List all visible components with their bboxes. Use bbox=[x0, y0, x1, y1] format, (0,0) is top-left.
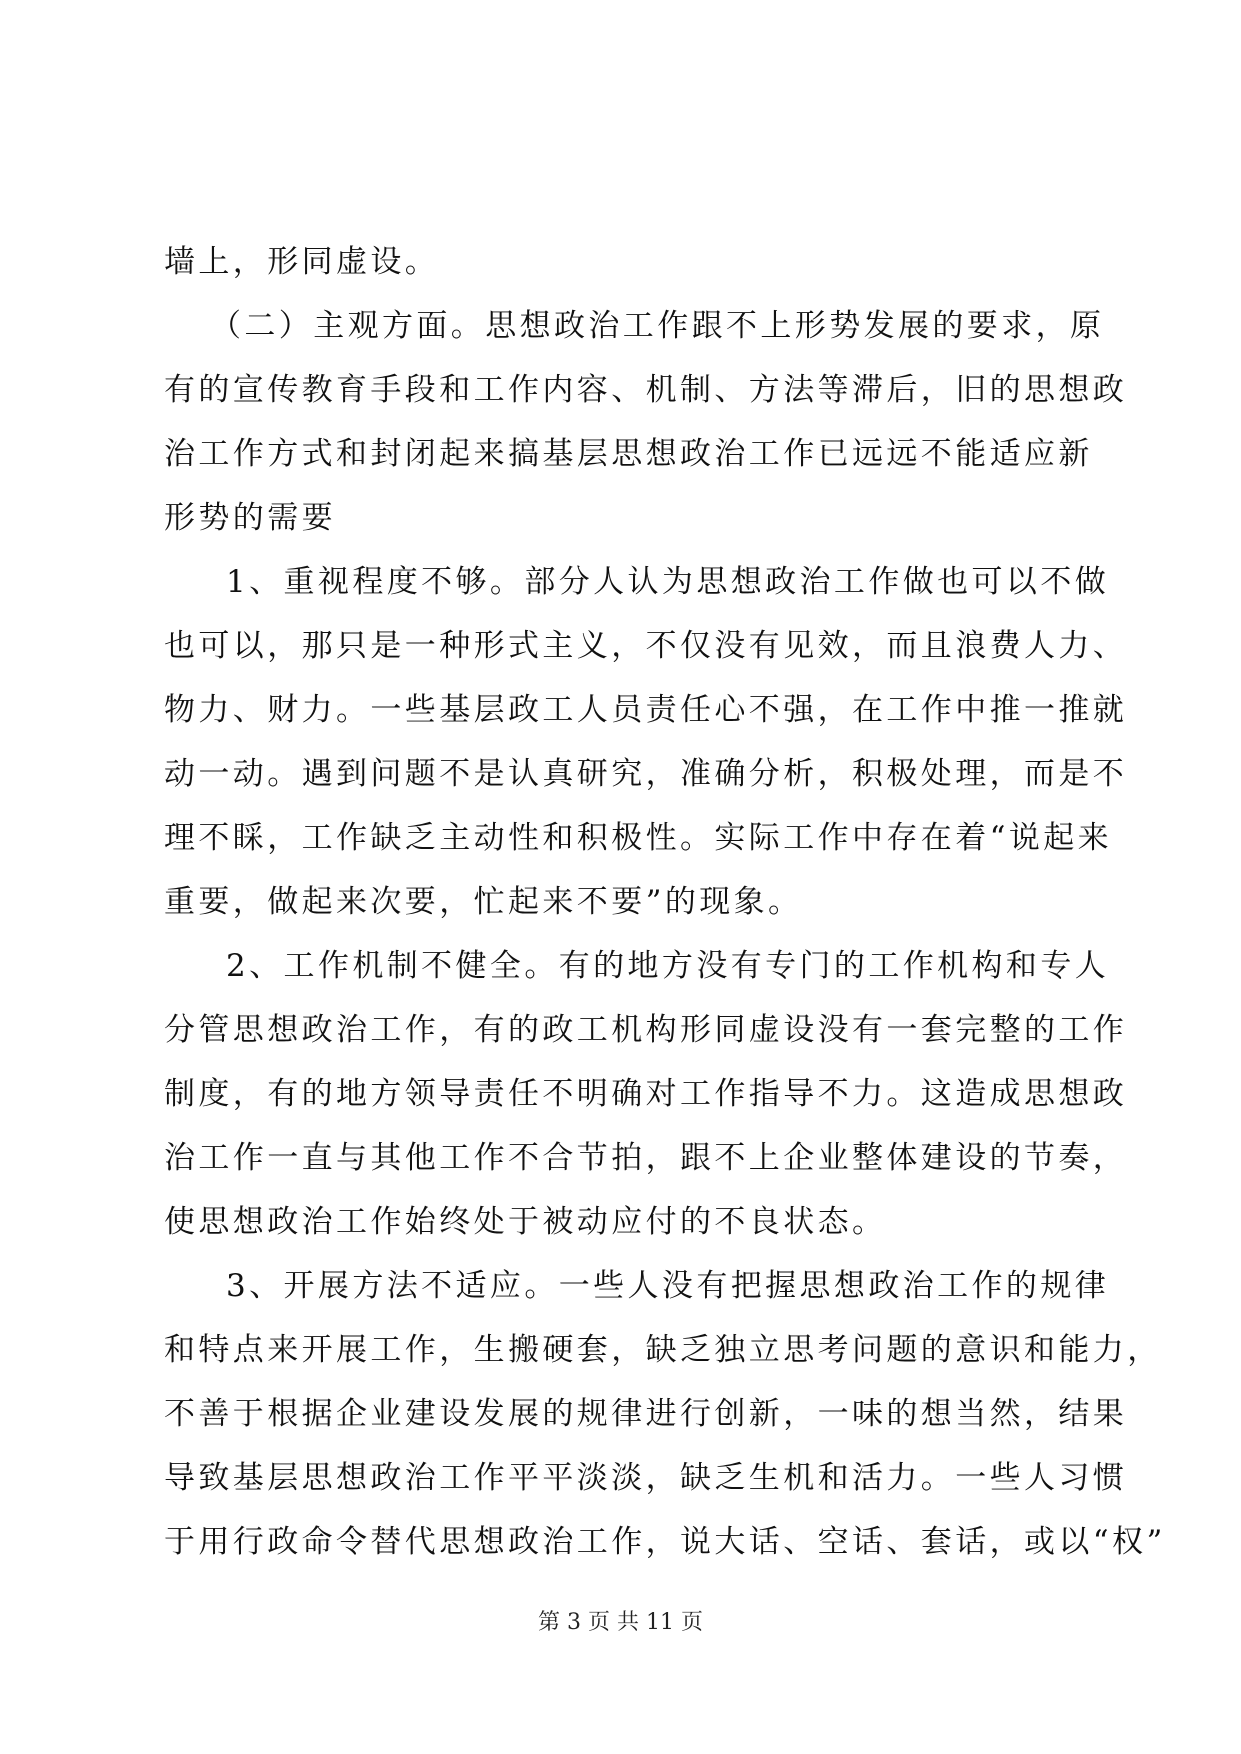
text-line: 3、开展方法不适应。一些人没有把握思想政治工作的规律 bbox=[226, 1268, 1110, 1304]
text-line: 形势的需要 bbox=[164, 500, 336, 536]
body-text bbox=[164, 230, 1166, 1574]
text-line: 重要，做起来次要，忙起来不要”的现象。 bbox=[164, 884, 803, 920]
text-line: 不善于根据企业建设发展的规律进行创新，一味的想当然，结果 bbox=[164, 1396, 1128, 1432]
text-line: 和特点来开展工作，生搬硬套，缺乏独立思考问题的意识和能力， bbox=[164, 1332, 1162, 1368]
text-line: 墙上，形同虚设。 bbox=[164, 244, 440, 280]
text-line: 制度，有的地方领导责任不明确对工作指导不力。这造成思想政 bbox=[164, 1076, 1128, 1112]
text-line: 动一动。遇到问题不是认真研究，准确分析，积极处理，而是不 bbox=[164, 756, 1128, 792]
text-line: 于用行政命令替代思想政治工作，说大话、空话、套话，或以“权” bbox=[164, 1524, 1166, 1560]
text-line: 2、工作机制不健全。有的地方没有专门的工作机构和专人 bbox=[226, 948, 1110, 984]
text-line: 导致基层思想政治工作平平淡淡，缺乏生机和活力。一些人习惯 bbox=[164, 1460, 1128, 1496]
text-line: （二）主观方面。思想政治工作跟不上形势发展的要求，原 bbox=[210, 308, 1105, 344]
page-number-footer: 第 3 页 共 11 页 bbox=[538, 1610, 703, 1635]
text-line: 分管思想政治工作，有的政工机构形同虚设没有一套完整的工作 bbox=[164, 1012, 1128, 1048]
text-line: 1、重视程度不够。部分人认为思想政治工作做也可以不做 bbox=[226, 564, 1110, 600]
text-line: 有的宣传教育手段和工作内容、机制、方法等滞后，旧的思想政 bbox=[164, 372, 1128, 408]
text-line: 治工作方式和封闭起来搞基层思想政治工作已远远不能适应新 bbox=[164, 436, 1093, 472]
text-line: 治工作一直与其他工作不合节拍，跟不上企业整体建设的节奏， bbox=[164, 1140, 1128, 1176]
text-line: 也可以，那只是一种形式主义，不仅没有见效，而且浪费人力、 bbox=[164, 628, 1128, 664]
text-line: 使思想政治工作始终处于被动应付的不良状态。 bbox=[164, 1204, 887, 1240]
text-line: 理不睬，工作缺乏主动性和积极性。实际工作中存在着“说起来 bbox=[164, 820, 1113, 856]
text-line: 物力、财力。一些基层政工人员责任心不强，在工作中推一推就 bbox=[164, 692, 1128, 728]
